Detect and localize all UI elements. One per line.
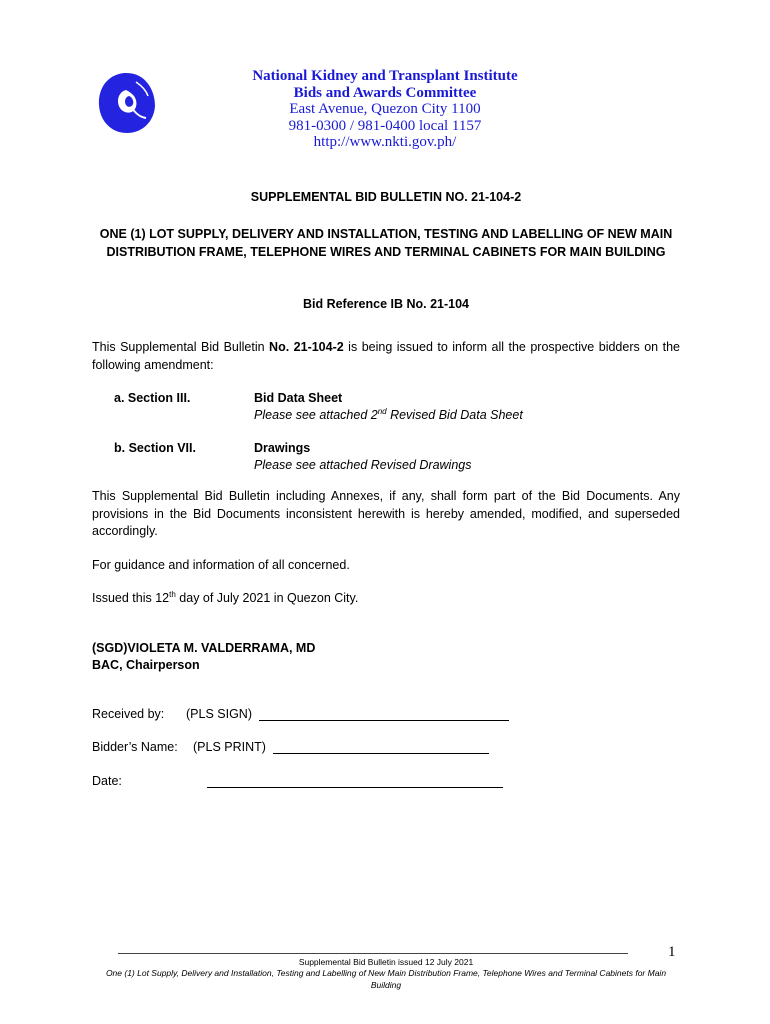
- signature-line[interactable]: [259, 720, 509, 721]
- intro-text-end: is being issued to inform all the prospective bidders on the following amendment:: [92, 340, 680, 372]
- signatory: [92, 640, 315, 674]
- footer-divider: [118, 953, 628, 954]
- committee-name: Bids and Awards Committee: [293, 84, 477, 101]
- bulletin-title: SUPPLEMENTAL BID BULLETIN NO. 21-104-2: [250, 190, 522, 204]
- phone: 981-0300 / 981-0400 local 1157: [288, 117, 482, 134]
- intro-paragraph: [92, 339, 680, 374]
- annex-paragraph: This Supplemental Bid Bulletin including Annexes, if any, shall form part of the Bid Documents. Any provisions in the Bid Documents inconsistent herewith is hereby amended, modified, and superseded accordingly.: [92, 489, 680, 538]
- footer-project-line: One (1) Lot Supply, Delivery and Installation, Testing and Labelling of New Main Distribution Frame, Telephone Wires and Terminal Cabinets for Main Building: [105, 968, 667, 990]
- print-hint: (PLS PRINT): [193, 740, 266, 754]
- amendment-description: Please see attached 2nd Revised Bid Data Sheet: [254, 406, 523, 422]
- footer-bulletin-line: Supplemental Bid Bulletin issued 12 July 2021: [298, 957, 474, 967]
- amendment-section: b. Section VII.: [114, 441, 196, 455]
- name-line[interactable]: [273, 753, 489, 754]
- signatory-name: (SGD)VIOLETA M. VALDERRAMA, MD: [92, 641, 316, 655]
- bid-reference: Bid Reference IB No. 21-104: [302, 297, 470, 311]
- amendment-heading: Drawings: [254, 441, 311, 455]
- page-number: 1: [668, 944, 676, 960]
- website-link[interactable]: http://www.nkti.gov.ph/: [313, 134, 457, 151]
- project-title: ONE (1) LOT SUPPLY, DELIVERY AND INSTALLATION, TESTING AND LABELLING OF NEW MAIN DISTRIBUTION FRAME, TELEPHONE WIRES AND TERMINAL CABINETS FOR MAIN BUILDING: [99, 227, 673, 259]
- address: East Avenue, Quezon City 1100: [289, 101, 481, 118]
- bulletin-number: No. 21-104-2: [269, 340, 344, 354]
- issued-date-paragraph: Issued this 12th day of July 2021 in Quezon City.: [92, 589, 359, 605]
- received-by-label: Received by:: [92, 707, 165, 721]
- amendment-heading: Bid Data Sheet: [254, 391, 343, 405]
- intro-text: This Supplemental Bid Bulletin: [92, 340, 270, 354]
- bidder-name-label: Bidder’s Name:: [92, 740, 178, 754]
- date-line[interactable]: [207, 787, 503, 788]
- amendment-section: a. Section III.: [114, 391, 191, 405]
- letterhead: [200, 68, 570, 151]
- guidance-paragraph: For guidance and information of all concerned.: [92, 558, 350, 572]
- signatory-title: BAC, Chairperson: [92, 658, 200, 672]
- sign-hint: (PLS SIGN): [186, 707, 252, 721]
- nkti-logo-icon: [96, 70, 158, 136]
- date-label: Date:: [92, 774, 122, 788]
- amendment-description: Please see attached Revised Drawings: [254, 458, 472, 472]
- institute-name: National Kidney and Transplant Institute: [252, 68, 518, 84]
